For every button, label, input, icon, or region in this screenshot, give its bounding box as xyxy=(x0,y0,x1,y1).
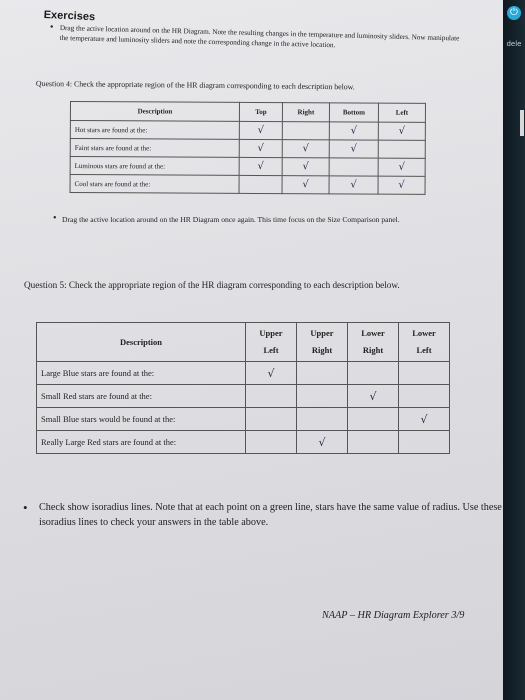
row-label: Small Red stars are found at the: xyxy=(37,385,246,408)
check-cell[interactable] xyxy=(329,140,378,158)
row-label: Faint stars are found at the: xyxy=(70,139,239,158)
checkmark-icon: √ xyxy=(267,366,275,380)
row-label: Luminous stars are found at the: xyxy=(70,157,239,176)
row-label: Hot stars are found at the: xyxy=(70,121,239,140)
instruction-text-1: Drag the active location around on the HR Diagram. Note the resulting changes in the temperature and luminosity sliders. Now manipulate the temperature and luminosity sliders and note the corresponding change in the active location. xyxy=(59,24,460,49)
check-cell[interactable] xyxy=(399,385,450,408)
check-cell[interactable] xyxy=(329,158,378,176)
checkmark-icon: √ xyxy=(302,179,309,191)
question-5-prompt: Question 5: Check the appropriate region of the HR diagram corresponding to each description below. xyxy=(24,280,400,290)
instruction-text-2: Drag the active location around on the HR Diagram once again. This time focus on the Size Comparison panel. xyxy=(62,215,400,224)
row-label: Large Blue stars are found at the: xyxy=(37,362,246,385)
col-header-left: Left xyxy=(378,103,425,122)
col-header-text: Lower xyxy=(361,328,385,338)
bullet-dot: • xyxy=(53,213,57,224)
bullet-dot: • xyxy=(23,500,28,515)
table-header-row xyxy=(70,102,425,123)
page-footer: NAAP – HR Diagram Explorer 3/9 xyxy=(322,610,465,621)
checkmark-icon: √ xyxy=(350,179,357,191)
check-cell[interactable] xyxy=(246,431,297,454)
check-cell[interactable] xyxy=(246,362,297,385)
question-4-table xyxy=(70,101,426,195)
check-cell[interactable] xyxy=(348,431,399,454)
check-cell[interactable] xyxy=(246,385,297,408)
checkmark-icon: √ xyxy=(318,435,326,449)
col-header-text: Upper xyxy=(259,328,283,338)
check-cell[interactable] xyxy=(239,157,282,175)
table-row xyxy=(70,157,425,177)
check-cell[interactable] xyxy=(378,122,425,140)
check-cell[interactable] xyxy=(246,408,297,431)
check-cell[interactable] xyxy=(348,408,399,431)
check-cell[interactable] xyxy=(282,122,329,140)
table-row xyxy=(37,431,450,454)
checkmark-icon: √ xyxy=(350,125,358,137)
col-header-text: Left xyxy=(263,345,279,355)
col-header-text: Description xyxy=(119,336,163,347)
check-cell[interactable] xyxy=(399,362,450,385)
col-header-text: Lower xyxy=(412,328,436,338)
instruction-bullet-2 xyxy=(53,213,482,225)
table-header-row xyxy=(37,323,450,362)
checkmark-icon: √ xyxy=(369,389,377,403)
col-header-lower-left xyxy=(399,323,450,362)
row-label: Cool stars are found at the: xyxy=(70,175,239,194)
check-cell[interactable] xyxy=(348,362,399,385)
exercises-heading: Exercises xyxy=(43,9,96,24)
question-5-table xyxy=(36,322,450,454)
col-header-upper-right xyxy=(297,323,348,362)
check-cell[interactable] xyxy=(297,408,348,431)
checkmark-icon: √ xyxy=(398,161,405,173)
instruction-bullet-1 xyxy=(49,21,460,53)
col-header-top: Top xyxy=(239,102,282,121)
checkmark-icon: √ xyxy=(350,143,357,155)
side-mark xyxy=(520,110,524,136)
power-icon[interactable]: ⏻ xyxy=(507,6,521,20)
checkmark-icon: √ xyxy=(257,160,264,173)
check-cell[interactable] xyxy=(329,122,378,140)
row-label: Small Blue stars would be found at the: xyxy=(37,408,246,431)
col-header-text: Left xyxy=(416,345,432,355)
checkmark-icon: √ xyxy=(398,125,406,137)
check-cell[interactable] xyxy=(297,362,348,385)
row-label: Really Large Red stars are found at the: xyxy=(37,431,246,454)
checkmark-icon: √ xyxy=(257,124,265,137)
check-cell[interactable] xyxy=(399,408,450,431)
check-cell[interactable] xyxy=(282,158,329,176)
check-cell[interactable] xyxy=(239,139,282,157)
check-cell[interactable] xyxy=(378,140,425,158)
col-header-description: Description xyxy=(70,102,239,122)
col-header-text: Upper xyxy=(310,328,334,338)
table-row xyxy=(70,175,425,195)
side-label: dele xyxy=(506,40,522,48)
checkmark-icon: √ xyxy=(257,142,264,155)
check-cell[interactable] xyxy=(329,176,378,194)
col-header-lower-right xyxy=(348,323,399,362)
adjacent-window-edge xyxy=(503,0,525,700)
table-row xyxy=(37,362,450,385)
instruction-bullet-3 xyxy=(23,500,509,530)
table-row xyxy=(37,385,450,408)
checkmark-icon: √ xyxy=(420,412,428,426)
check-cell[interactable] xyxy=(282,140,329,158)
checkmark-icon: √ xyxy=(302,143,309,155)
instruction-text-3: Check show isoradius lines. Note that at each point on a green line, stars have the same value of radius. Use these isoradius lines to check your answers in the table above. xyxy=(39,502,502,528)
check-cell[interactable] xyxy=(297,431,348,454)
table-row xyxy=(70,139,425,159)
check-cell[interactable] xyxy=(297,385,348,408)
checkmark-icon: √ xyxy=(302,161,309,173)
check-cell[interactable] xyxy=(399,431,450,454)
check-cell[interactable] xyxy=(378,158,425,176)
table-row xyxy=(37,408,450,431)
col-header-text: Right xyxy=(362,345,384,355)
check-cell[interactable] xyxy=(282,176,329,194)
bullet-dot: • xyxy=(49,21,54,33)
col-header-bottom: Bottom xyxy=(329,103,378,122)
col-header-text: Right xyxy=(311,345,333,355)
col-header-description xyxy=(37,323,246,362)
question-4-prompt: Question 4: Check the appropriate region of the HR diagram corresponding to each description below. xyxy=(35,78,355,92)
check-cell[interactable] xyxy=(378,176,425,194)
check-cell[interactable] xyxy=(348,385,399,408)
col-header-right: Right xyxy=(282,103,329,122)
check-cell[interactable] xyxy=(239,121,282,139)
col-header-upper-left xyxy=(246,323,297,362)
check-cell[interactable] xyxy=(239,175,282,193)
table-row xyxy=(70,121,425,141)
checkmark-icon: √ xyxy=(398,179,405,191)
